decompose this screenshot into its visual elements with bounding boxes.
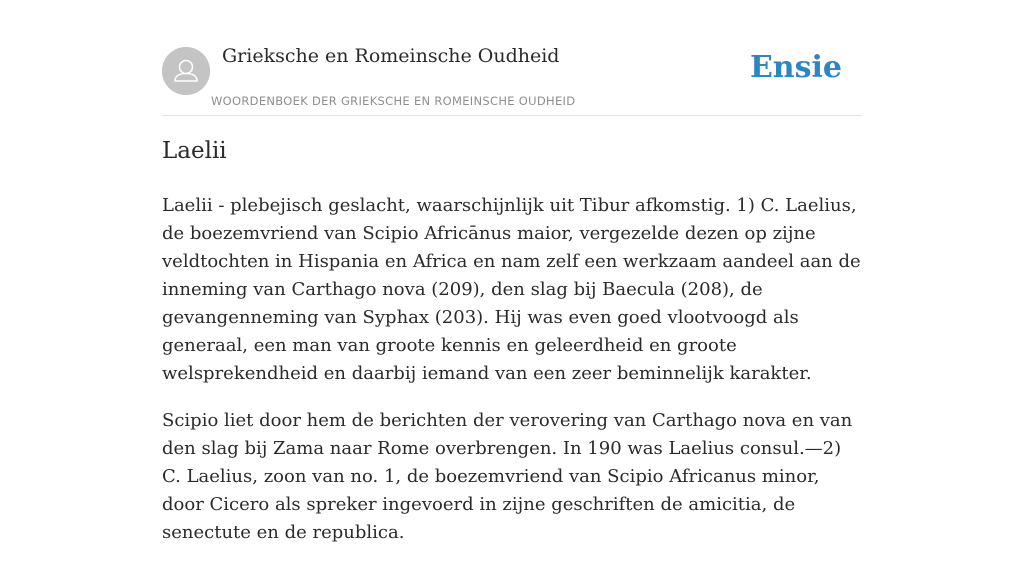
content-column: [162, 0, 862, 543]
source-title-link[interactable]: Grieksche en Romeinsche Oudheid: [222, 45, 560, 67]
entry-title: Laelii: [162, 138, 227, 164]
user-silhouette-icon[interactable]: [162, 47, 210, 95]
brand-logo-link[interactable]: Ensie: [749, 50, 842, 85]
entry-body: [162, 192, 864, 566]
avatar-graphic: [162, 47, 210, 95]
entry-paragraph: Scipio liet door hem de berichten der verovering van Carthago nova en van den slag bij Zama naar Rome overbrengen. In 190 was Laelius consul.—2) C. Laelius, zoon van no. 1, de boezemvriend van Scipio Africanus minor, door Cicero als spreker ingevoerd in zijne geschriften de amicitia, de senectute en de republica.: [162, 410, 853, 543]
source-header: [162, 0, 862, 116]
entry-paragraph: Laelii - plebejisch geslacht, waarschijnlijk uit Tibur afkomstig. 1) C. Laelius, de boezemvriend van Scipio Africānus maior, vergezelde dezen op zijne veldtochten in Hispania en Africa en nam zelf een werkzaam aandeel aan de inneming van Carthago nova (209), den slag bij Baecula (208), de gevangenneming van Syphax (203). Hij was even goed vlootvoogd als generaal, een man van groote kennis en geleerdheid en groote welsprekendheid en daarbij iemand van een zeer beminnelijk karakter.: [162, 195, 861, 384]
source-subtitle: WOORDENBOEK DER GRIEKSCHE EN ROMEINSCHE OUDHEID: [211, 94, 576, 108]
